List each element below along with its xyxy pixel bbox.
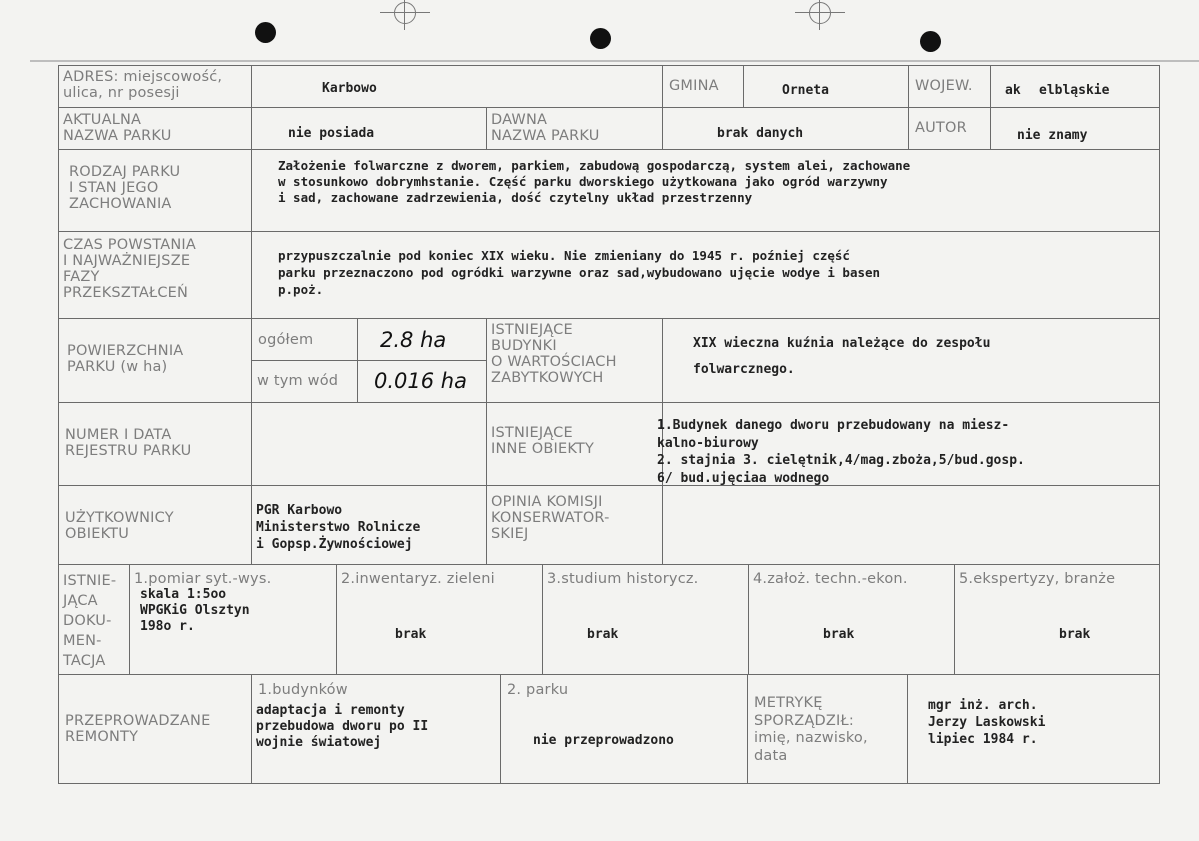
users-label-cell (58, 485, 252, 565)
expertise-value: brak (1059, 627, 1091, 642)
gmina-label: GMINA (669, 78, 719, 94)
building-repairs-cell (251, 674, 501, 784)
former-name-value-cell (662, 107, 909, 150)
greenery-value: brak (395, 627, 427, 642)
history-study-value: brak (587, 627, 619, 642)
park-type-label: RODZAJ PARKU I STAN JEGO ZACHOWANIA (69, 164, 181, 212)
address-label: ADRES: miejscowość, ulica, nr posesji (63, 69, 223, 101)
wojew-prefix: ak (1005, 83, 1021, 98)
address-value-cell (251, 65, 663, 108)
current-name-value: nie posiada (288, 126, 375, 141)
park-type-label-cell (58, 149, 252, 232)
park-repairs-label: 2. parku (507, 682, 569, 698)
tech-econ-value: brak (823, 627, 855, 642)
survey-label: 1.pomiar syt.-wys. (134, 571, 272, 587)
punch-hole (255, 22, 276, 43)
water-label: w tym wód (257, 373, 339, 389)
former-name-label: DAWNA NAZWA PARKU (491, 112, 600, 144)
gmina-label-cell (662, 65, 744, 108)
survey-cell (129, 564, 337, 675)
metric-author-value: mgr inż. arch. Jerzy Laskowski lipiec 1984 r. (928, 698, 1046, 747)
wojew-label: WOJEW. (915, 78, 973, 94)
address-label-cell (58, 65, 252, 108)
author-label-cell (908, 107, 991, 150)
opinion-label: OPINIA KOMISJI KONSERWATOR- SKIEJ (491, 494, 610, 542)
history-label: CZAS POWSTANIA I NAJWAŻNIEJSZE FAZY PRZEKSZTAŁCEŃ (63, 237, 196, 301)
history-label-cell (58, 231, 252, 319)
author-label: AUTOR (915, 120, 967, 136)
metric-author-label-cell (747, 674, 908, 784)
documentation-label: ISTNIE- JĄCA DOKU- MEN- TACJA (63, 573, 117, 669)
area-label-cell (58, 318, 252, 403)
greenery-label: 2.inwentaryz. zieleni (341, 571, 495, 587)
expertise-cell (954, 564, 1160, 675)
punch-hole (590, 28, 611, 49)
total-value-cell (357, 318, 487, 361)
water-value-cell (357, 360, 487, 403)
total-label: ogółem (258, 332, 314, 348)
park-repairs-value: nie przeprowadzono (533, 733, 674, 748)
gmina-value: Orneta (782, 83, 829, 98)
history-study-label: 3.studium historycz. (547, 571, 699, 587)
current-name-label-cell (58, 107, 252, 150)
buildings-value: XIX wieczna kuźnia należące do zespołu folwarcznego. (693, 336, 991, 377)
former-name-label-cell (486, 107, 663, 150)
park-type-value: Założenie folwarczne z dworem, parkiem, zabudową gospodarczą, system alei, zachowane w stosunkowo dobrymhstanie. Część parku dworskiego użytkowana jako ogród warzywny i sad, zachowane zadrzewienia, dość czytelny układ przestrzenny (278, 158, 911, 205)
top-rule (30, 60, 1199, 62)
wojew-label-cell (908, 65, 991, 108)
building-repairs-value: adaptacja i remonty przebudowa dworu po II wojnie światowej (256, 703, 429, 750)
history-value-cell (251, 231, 1160, 319)
author-value-cell (990, 107, 1160, 150)
greenery-cell (336, 564, 543, 675)
wojew-value-cell (990, 65, 1160, 108)
opinion-value-cell (662, 485, 1160, 565)
total-value: 2.8 ha (380, 328, 447, 352)
wojew-value: elbląskie (1039, 83, 1110, 98)
gmina-value-cell (743, 65, 909, 108)
water-label-cell (251, 360, 358, 403)
repairs-label: PRZEPROWADZANE REMONTY (65, 713, 211, 745)
survey-value: skala 1:5oo WPGKiG Olsztyn 198o r. (140, 587, 250, 634)
area-label: POWIERZCHNIA PARKU (w ha) (67, 343, 184, 375)
expertise-label: 5.ekspertyzy, branże (959, 571, 1116, 587)
water-value: 0.016 ha (374, 369, 467, 393)
registration-mark (795, 0, 845, 30)
metric-author-label: METRYKĘ SPORZĄDZIŁ: imię, nazwisko, data (754, 695, 868, 764)
history-study-cell (542, 564, 749, 675)
register-value-cell (251, 402, 487, 486)
other-objects-label-cell (486, 402, 663, 486)
park-type-value-cell (251, 149, 1160, 232)
users-value: PGR Karbowo Ministerstwo Rolnicze i Gopsp.Żywnościowej (256, 503, 421, 552)
tech-econ-cell (748, 564, 955, 675)
repairs-label-cell (58, 674, 252, 784)
metric-author-value-cell (907, 674, 1160, 784)
author-value: nie znamy (1017, 128, 1088, 143)
history-value: przypuszczalnie pod koniec XIX wieku. Nie zmieniany do 1945 r. poźniej część parku przeznaczono pod ogródki warzywne oraz sad,wybudowano ujęcie wodye i basen p.poż. (278, 248, 881, 297)
former-name-value: brak danych (717, 126, 804, 141)
buildings-value-cell (662, 318, 1160, 403)
other-objects-label: ISTNIEJĄCE INNE OBIEKTY (491, 425, 595, 457)
building-repairs-label: 1.budynków (258, 682, 348, 698)
documentation-label-cell (58, 564, 130, 675)
users-value-cell (251, 485, 487, 565)
opinion-label-cell (486, 485, 663, 565)
punch-hole (920, 31, 941, 52)
register-label-cell (58, 402, 252, 486)
users-label: UŻYTKOWNICY OBIEKTU (65, 510, 174, 542)
current-name-label: AKTUALNA NAZWA PARKU (63, 112, 172, 144)
tech-econ-label: 4.założ. techn.-ekon. (753, 571, 908, 587)
current-name-value-cell (251, 107, 487, 150)
other-objects-value-cell (657, 402, 1160, 486)
other-objects-value: 1.Budynek danego dworu przebudowany na miesz- kalno-biurowy 2. stajnia 3. cielętnik,4/mag.zboża,5/bud.gosp. 6/ bud.ujęciaa wodnego (657, 418, 1025, 486)
register-label: NUMER I DATA REJESTRU PARKU (65, 427, 192, 459)
address-value: Karbowo (322, 81, 377, 96)
registration-mark (380, 0, 430, 30)
buildings-label: ISTNIEJĄCE BUDYNKI O WARTOŚCIACH ZABYTKOWYCH (491, 322, 617, 386)
total-label-cell (251, 318, 358, 361)
park-repairs-cell (500, 674, 748, 784)
buildings-label-cell (486, 318, 663, 403)
